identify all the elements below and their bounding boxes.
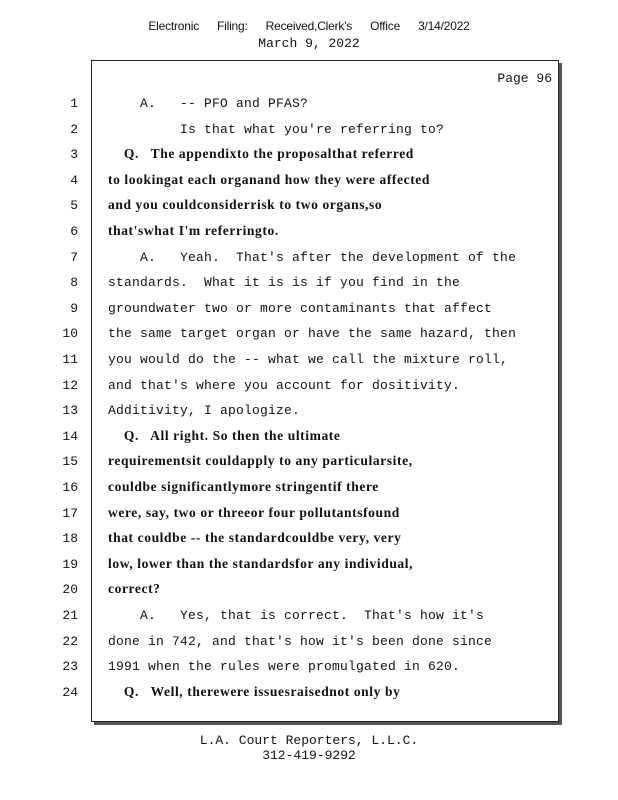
line-number: 18 [62,531,78,546]
line-number: 3 [70,147,78,162]
question-line: Q. All right. So then the ultimate [108,428,341,443]
question-line: requirementsit couldapply to any particularsite, [108,453,413,468]
question-line: Q. Well, therewere issuesraisednot only by [108,684,401,699]
reporter-company: L.A. Court Reporters, L.L.C. [199,733,419,748]
answer-line: A. -- PFO and PFAS? [108,96,309,111]
deposition-date: March 9, 2022 [258,36,360,51]
line-number: 9 [70,301,78,316]
line-number: 15 [62,454,78,469]
page-number: Page 96 [497,71,552,86]
line-number: 23 [62,659,78,674]
question-line: that'swhat I'm referringto. [108,223,279,238]
line-number: 10 [62,326,78,341]
question-line: were, say, two or threeor four pollutantsfound [108,505,400,520]
stamp-received: Received,Clerk's [265,19,353,33]
answer-line: Additivity, I apologize. [108,403,301,418]
line-number: 17 [62,506,78,521]
stamp-electronic: Electronic [148,19,200,33]
question-line: low, lower than the standardsfor any individual, [108,556,414,571]
stamp-date: 3/14/2022 [418,19,470,33]
answer-line: 1991 when the rules were promulgated in 620. [108,659,461,674]
line-number: 8 [70,275,78,290]
line-number: 4 [70,173,78,188]
reporter-phone: 312-419-9292 [262,748,356,763]
question-line: Q. The appendixto the proposalthat referred [108,146,414,161]
question-line: that couldbe -- the standardcouldbe very, very [108,530,402,545]
line-number: 14 [62,429,78,444]
question-line: and you couldconsiderrisk to two organs,so [108,197,383,212]
answer-line: Is that what you're referring to? [108,122,445,137]
line-number: 7 [70,250,78,265]
question-line: correct? [108,581,161,596]
stamp-office: Office [370,19,401,33]
answer-line: groundwater two or more contaminants that affect [108,301,493,316]
filing-stamp [0,19,618,33]
line-number: 13 [62,403,78,418]
line-number: 16 [62,480,78,495]
stamp-filing: Filing: [217,19,248,33]
answer-line: standards. What it is is if you find in the [108,275,461,290]
answer-line: the same target organ or have the same hazard, then [108,326,517,341]
question-line: to lookingat each organand how they were affected [108,172,430,187]
line-number: 24 [62,685,78,700]
line-number: 6 [70,224,78,239]
answer-line: and that's where you account for dositivity. [108,378,461,393]
line-number: 20 [62,582,78,597]
line-number: 1 [70,96,78,111]
line-number: 5 [70,198,78,213]
answer-line: A. Yeah. That's after the development of the [108,250,517,265]
line-number: 2 [70,122,78,137]
line-number: 21 [62,608,78,623]
line-number: 12 [62,378,78,393]
line-number: 22 [62,634,78,649]
answer-line: A. Yes, that is correct. That's how it's [108,608,485,623]
line-number: 19 [62,557,78,572]
question-line: couldbe significantlymore stringentif there [108,479,379,494]
line-number: 11 [62,352,78,367]
answer-line: done in 742, and that's how it's been done since [108,634,493,649]
answer-line: you would do the -- what we call the mixture roll, [108,352,509,367]
